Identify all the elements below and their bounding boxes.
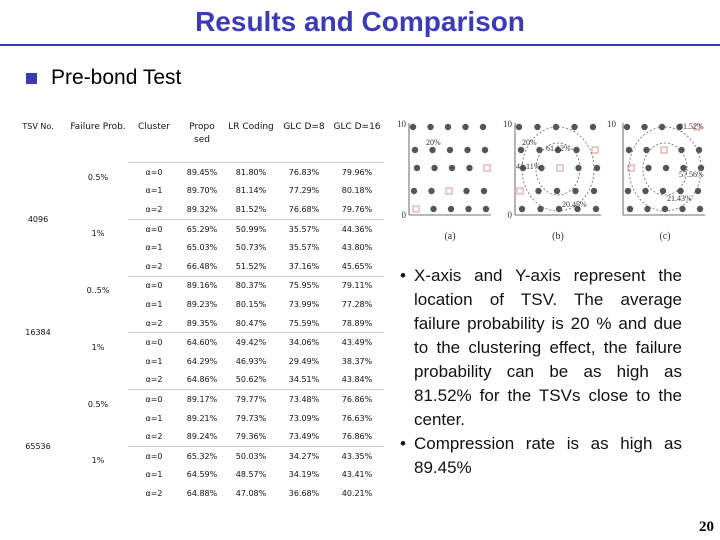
cell-failure-prob: 0..5% <box>86 286 110 296</box>
cell-glc16: 43.80% <box>341 243 373 253</box>
cell-failure-prob: 1% <box>91 342 105 352</box>
cell-proposed: 89.16% <box>180 276 224 295</box>
cell-cluster: α=2 <box>145 204 163 214</box>
cell-glc16: 79.76% <box>341 204 373 214</box>
highlight-marker <box>517 188 523 194</box>
header-tsv-no: TSV No. <box>22 122 54 131</box>
data-point <box>480 124 486 130</box>
cell-tsv-no: 65536 <box>25 441 51 451</box>
data-point <box>575 165 581 171</box>
cell-proposed: 89.32% <box>186 204 218 214</box>
data-point <box>626 147 632 153</box>
cell-cluster: α=0 <box>128 163 180 182</box>
tsv-scatter-figure <box>393 115 713 245</box>
percent-label: 81.52% <box>679 122 704 131</box>
data-point <box>590 124 596 130</box>
cell-cluster: α=1 <box>145 243 163 253</box>
title-divider <box>0 44 720 46</box>
data-point <box>573 147 579 153</box>
data-point <box>571 124 577 130</box>
cell-lr: 51.52% <box>235 261 267 271</box>
cell-failure-prob: 1% <box>91 229 105 239</box>
cell-glc8: 76.68% <box>288 204 320 214</box>
cell-lr: 81.80% <box>224 163 278 182</box>
header-cluster: Cluster <box>138 122 170 132</box>
data-point <box>462 124 468 130</box>
tick-label: 0 <box>507 210 512 220</box>
cell-proposed: 65.32% <box>180 446 224 465</box>
cell-glc8: 73.09% <box>288 413 320 423</box>
data-point <box>645 165 651 171</box>
cell-lr: 46.93% <box>235 356 267 366</box>
data-point <box>412 147 418 153</box>
cell-glc8: 36.68% <box>288 488 320 498</box>
cell-cluster: α=1 <box>145 356 163 366</box>
cell-cluster: α=1 <box>145 470 163 480</box>
highlight-marker <box>413 206 419 212</box>
cell-glc16: 43.84% <box>341 375 373 385</box>
header-lr-coding: LR Coding <box>228 122 274 132</box>
cell-proposed: 89.45% <box>180 163 224 182</box>
cell-lr: 50.73% <box>235 243 267 253</box>
data-point <box>594 165 600 171</box>
tick-label: 0 <box>401 210 406 220</box>
data-point <box>593 206 599 212</box>
cell-lr: 81.52% <box>235 204 267 214</box>
data-point <box>429 147 435 153</box>
cell-lr: 79.77% <box>224 390 278 409</box>
square-bullet-icon <box>26 73 37 84</box>
cell-proposed: 64.59% <box>186 470 218 480</box>
data-point <box>448 206 454 212</box>
data-point <box>519 206 525 212</box>
table-header-row <box>8 112 384 163</box>
data-point <box>518 147 524 153</box>
table-row <box>8 276 384 295</box>
scatter-panel-b <box>503 119 617 242</box>
cell-glc16: 43.35% <box>330 446 384 465</box>
bullet-item <box>400 432 682 480</box>
cell-glc16: 76.86% <box>330 390 384 409</box>
cell-glc8: 34.27% <box>278 446 330 465</box>
data-point <box>447 147 453 153</box>
percent-label: 57.56% <box>679 170 704 179</box>
panel-caption: (b) <box>552 231 564 242</box>
cell-lr: 50.62% <box>235 375 267 385</box>
data-point <box>572 188 578 194</box>
header-failure-prob: Failure Prob. <box>70 122 126 132</box>
percent-label: 20% <box>522 138 537 147</box>
cell-glc8: 77.29% <box>288 186 320 196</box>
data-point <box>554 188 560 194</box>
bullet-dot-icon: • <box>400 266 406 285</box>
cell-failure-prob: 0.5% <box>87 172 109 182</box>
page-number: 20 <box>699 519 714 535</box>
data-point <box>625 188 631 194</box>
header-glc-d16: GLC D=16 <box>333 122 381 132</box>
cell-cluster: α=1 <box>145 413 163 423</box>
bullet-list <box>400 264 682 480</box>
cell-glc16: 40.21% <box>341 488 373 498</box>
data-point <box>535 188 541 194</box>
cell-proposed: 64.29% <box>186 356 218 366</box>
data-point <box>482 147 488 153</box>
table-row <box>8 390 384 409</box>
cell-lr: 49.42% <box>224 333 278 352</box>
header-proposed: Propo sed <box>189 122 215 145</box>
scatter-panel-a <box>397 119 491 242</box>
data-point <box>430 206 436 212</box>
data-point <box>536 147 542 153</box>
results-table <box>8 112 384 503</box>
cell-lr: 50.03% <box>224 446 278 465</box>
table-row <box>8 163 384 182</box>
cell-proposed: 89.35% <box>186 318 218 328</box>
bullet-text: Compression rate is as high as 89.45% <box>414 434 682 477</box>
data-point <box>663 165 669 171</box>
cell-proposed: 89.23% <box>186 299 218 309</box>
cell-proposed: 64.60% <box>180 333 224 352</box>
data-point <box>641 124 647 130</box>
cell-proposed: 65.29% <box>180 219 224 238</box>
data-point <box>411 188 417 194</box>
cell-proposed: 64.86% <box>186 375 218 385</box>
cell-glc16: 76.63% <box>341 413 373 423</box>
data-point <box>642 188 648 194</box>
data-point <box>697 206 703 212</box>
data-point <box>591 188 597 194</box>
cell-lr: 80.15% <box>235 299 267 309</box>
cell-glc8: 34.51% <box>288 375 320 385</box>
cell-glc16: 77.28% <box>341 299 373 309</box>
cell-proposed: 89.21% <box>186 413 218 423</box>
cell-glc16: 78.89% <box>341 318 373 328</box>
cell-proposed: 89.70% <box>186 186 218 196</box>
percent-label: 61.12% <box>546 144 571 153</box>
cell-glc8: 37.16% <box>288 261 320 271</box>
percent-label: 20% <box>426 138 441 147</box>
cell-failure-prob: 1% <box>91 456 105 466</box>
data-point <box>449 165 455 171</box>
highlight-marker <box>484 165 490 171</box>
data-point <box>431 165 437 171</box>
cell-glc16: 45.65% <box>341 261 373 271</box>
data-point <box>410 124 416 130</box>
tick-label: 10 <box>397 119 406 129</box>
cell-cluster: α=2 <box>145 261 163 271</box>
cell-proposed: 89.24% <box>186 432 218 442</box>
tick-label: 10 <box>607 119 616 129</box>
highlight-marker <box>592 147 598 153</box>
bullet-text: X-axis and Y-axis represent the location of TSV. The average failure probability is 20 % and due to the clustering effect, the failure probability can be as high as 81.52% for the TSVs close to the center. <box>414 266 682 429</box>
highlight-marker <box>557 165 563 171</box>
cell-cluster: α=1 <box>145 186 163 196</box>
cell-failure-prob: 0.5% <box>87 399 109 409</box>
cell-glc8: 34.06% <box>278 333 330 352</box>
cell-glc16: 43.41% <box>341 470 373 480</box>
cell-cluster: α=2 <box>145 432 163 442</box>
cell-cluster: α=0 <box>128 276 180 295</box>
cell-lr: 48.57% <box>235 470 267 480</box>
data-point <box>428 188 434 194</box>
highlight-marker <box>661 147 667 153</box>
data-point <box>695 188 701 194</box>
data-point <box>464 147 470 153</box>
cell-lr: 80.47% <box>235 318 267 328</box>
cell-glc8: 35.57% <box>288 243 320 253</box>
cell-glc8: 73.49% <box>288 432 320 442</box>
data-point <box>414 165 420 171</box>
cell-glc16: 80.18% <box>341 186 373 196</box>
cell-glc8: 75.59% <box>288 318 320 328</box>
cell-cluster: α=0 <box>128 333 180 352</box>
section-title: Pre-bond Test <box>51 66 182 89</box>
cell-cluster: α=0 <box>128 390 180 409</box>
section-heading <box>26 66 181 90</box>
data-point <box>483 206 489 212</box>
cell-lr: 79.73% <box>235 413 267 423</box>
bullet-item <box>400 264 682 432</box>
cell-glc8: 34.19% <box>288 470 320 480</box>
cell-cluster: α=0 <box>128 446 180 465</box>
cell-lr: 79.36% <box>235 432 267 442</box>
cell-lr: 50.99% <box>224 219 278 238</box>
data-point <box>445 124 451 130</box>
data-point <box>463 188 469 194</box>
highlight-marker <box>446 188 452 194</box>
cell-glc16: 79.11% <box>330 276 384 295</box>
data-point <box>643 147 649 153</box>
cell-proposed: 65.03% <box>186 243 218 253</box>
tick-label: 10 <box>503 119 512 129</box>
cell-glc8: 73.48% <box>278 390 330 409</box>
cell-glc16: 43.49% <box>330 333 384 352</box>
cell-tsv-no: 4096 <box>27 214 49 224</box>
cell-glc8: 29.49% <box>288 356 320 366</box>
cell-glc16: 76.86% <box>341 432 373 442</box>
cell-glc8: 75.95% <box>278 276 330 295</box>
cell-cluster: α=2 <box>145 318 163 328</box>
cell-cluster: α=2 <box>145 488 163 498</box>
percent-label: 21.43% <box>667 194 692 203</box>
data-point <box>627 206 633 212</box>
cell-cluster: α=1 <box>145 299 163 309</box>
cell-lr: 80.37% <box>224 276 278 295</box>
scatter-panel-c <box>623 122 705 242</box>
data-point <box>465 206 471 212</box>
percent-label: 41.11% <box>516 162 541 171</box>
cell-glc8: 73.99% <box>288 299 320 309</box>
cell-glc8: 35.57% <box>278 219 330 238</box>
data-point <box>427 124 433 130</box>
cell-glc16: 44.36% <box>330 219 384 238</box>
cell-lr: 81.14% <box>235 186 267 196</box>
slide-title: Results and Comparison <box>195 6 525 37</box>
cell-tsv-no: 16384 <box>25 328 51 338</box>
panel-caption: (a) <box>444 231 456 242</box>
data-point <box>481 188 487 194</box>
data-point <box>466 165 472 171</box>
percent-label: 20.45% <box>562 200 587 209</box>
cell-proposed: 66.48% <box>186 261 218 271</box>
cell-lr: 47.08% <box>235 488 267 498</box>
data-point <box>660 188 666 194</box>
header-glc-d8: GLC D=8 <box>283 122 325 132</box>
cell-proposed: 64.88% <box>186 488 218 498</box>
panel-caption: (c) <box>659 231 671 242</box>
cell-cluster: α=2 <box>145 375 163 385</box>
data-point <box>534 124 540 130</box>
bullet-dot-icon: • <box>400 434 406 453</box>
cell-proposed: 89.17% <box>180 390 224 409</box>
data-point <box>624 124 630 130</box>
cell-glc16: 38.37% <box>341 356 373 366</box>
cell-glc8: 76.83% <box>278 163 330 182</box>
cell-glc16: 79.96% <box>330 163 384 182</box>
data-point <box>516 124 522 130</box>
cell-cluster: α=0 <box>128 219 180 238</box>
